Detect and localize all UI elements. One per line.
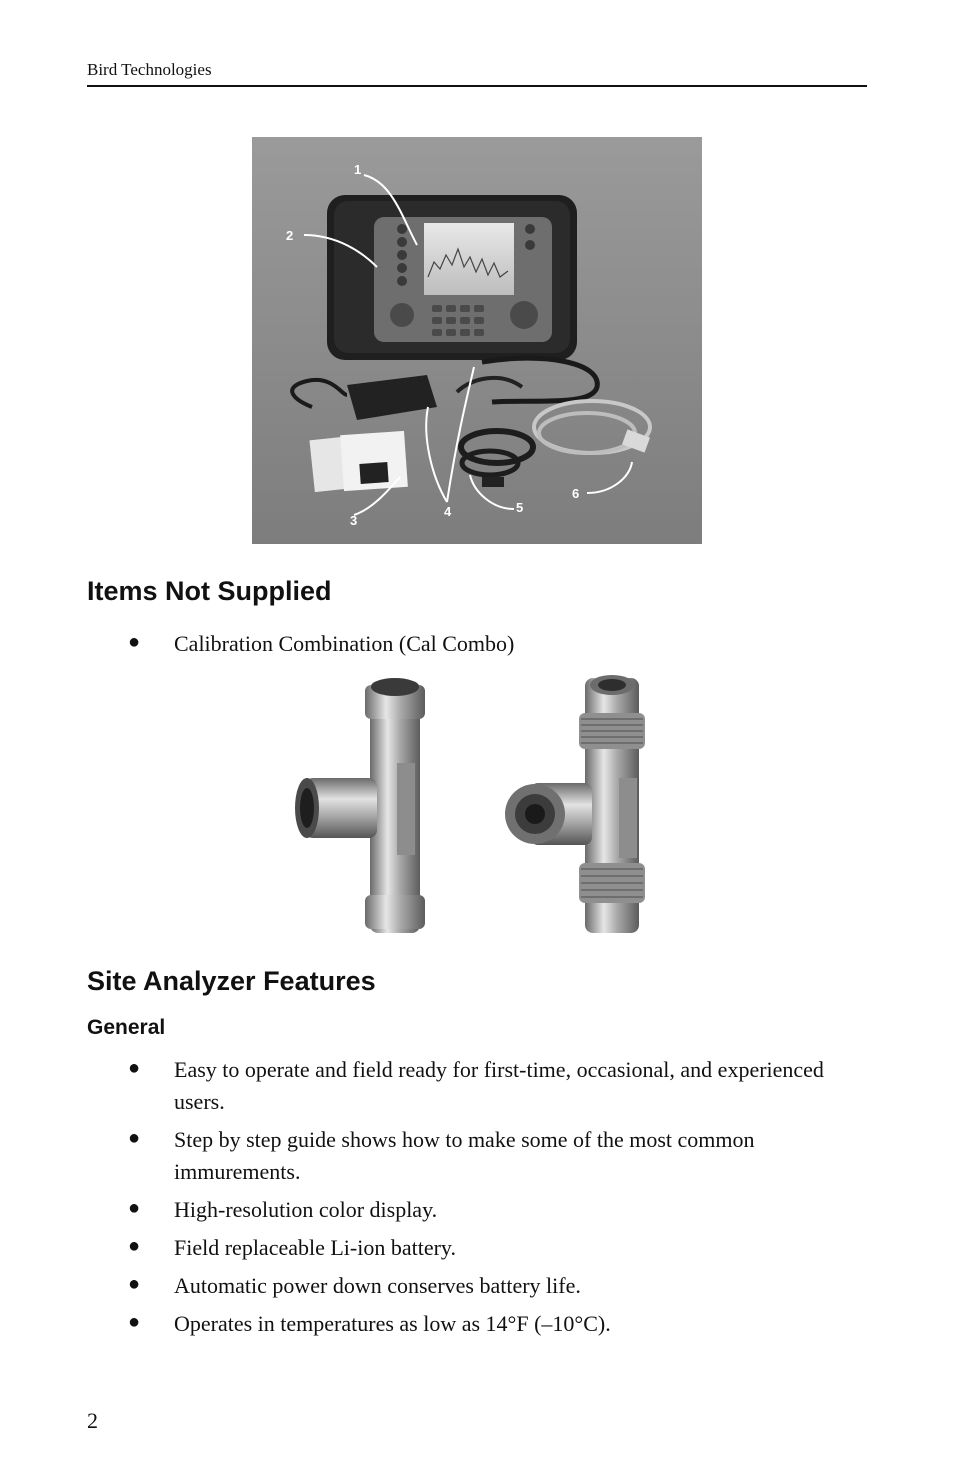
bullet-icon: ● [128, 1197, 141, 1219]
cal-combo-photo [285, 673, 675, 943]
list-item [87, 1232, 867, 1264]
bullet-icon: ● [128, 1311, 141, 1333]
callout-3: 3 [350, 513, 358, 528]
bullet-icon: ● [128, 1235, 141, 1257]
list-item [87, 628, 867, 660]
list-item-text: Calibration Combination (Cal Combo) [174, 631, 515, 656]
running-header: Bird Technologies [87, 60, 212, 79]
cal-combo-illustration [285, 673, 675, 943]
bullet-icon: ● [128, 1057, 141, 1079]
list-item-text: Automatic power down conserves battery life. [174, 1273, 581, 1298]
bullet-icon: ● [128, 631, 141, 653]
items-not-supplied-heading: Items Not Supplied [87, 576, 332, 606]
list-item [87, 1270, 867, 1302]
list-item-text: Operates in temperatures as low as 14°F (–10°C). [174, 1311, 611, 1336]
callout-5: 5 [516, 500, 524, 515]
bullet-icon: ● [128, 1273, 141, 1295]
list-item-text: Field replaceable Li-ion battery. [174, 1235, 457, 1260]
list-item [87, 1308, 867, 1340]
header-rule [87, 85, 867, 87]
items-not-supplied-list [87, 628, 867, 666]
cal-combo-tee-male [505, 675, 645, 933]
general-features-list [87, 1054, 867, 1346]
list-item-text: Step by step guide shows how to make some of the most common immurements. [174, 1127, 755, 1184]
bullet-icon: ● [128, 1127, 141, 1149]
analyzer-kit-illustration [252, 137, 702, 544]
list-item [87, 1124, 867, 1188]
list-item-text: High-resolution color display. [174, 1197, 438, 1222]
list-item-text: Easy to operate and field ready for first-time, occasional, and experienced users. [174, 1057, 824, 1114]
callout-6: 6 [572, 486, 580, 501]
site-analyzer-features-heading: Site Analyzer Features [87, 966, 376, 996]
list-item [87, 1054, 867, 1118]
page-number: 2 [87, 1408, 98, 1433]
analyzer-kit-photo [252, 137, 702, 544]
cal-combo-tee-female [295, 678, 425, 933]
callout-4: 4 [444, 504, 452, 519]
callout-2: 2 [286, 228, 294, 243]
general-subheading: General [87, 1016, 166, 1039]
callout-1: 1 [354, 162, 362, 177]
list-item [87, 1194, 867, 1226]
